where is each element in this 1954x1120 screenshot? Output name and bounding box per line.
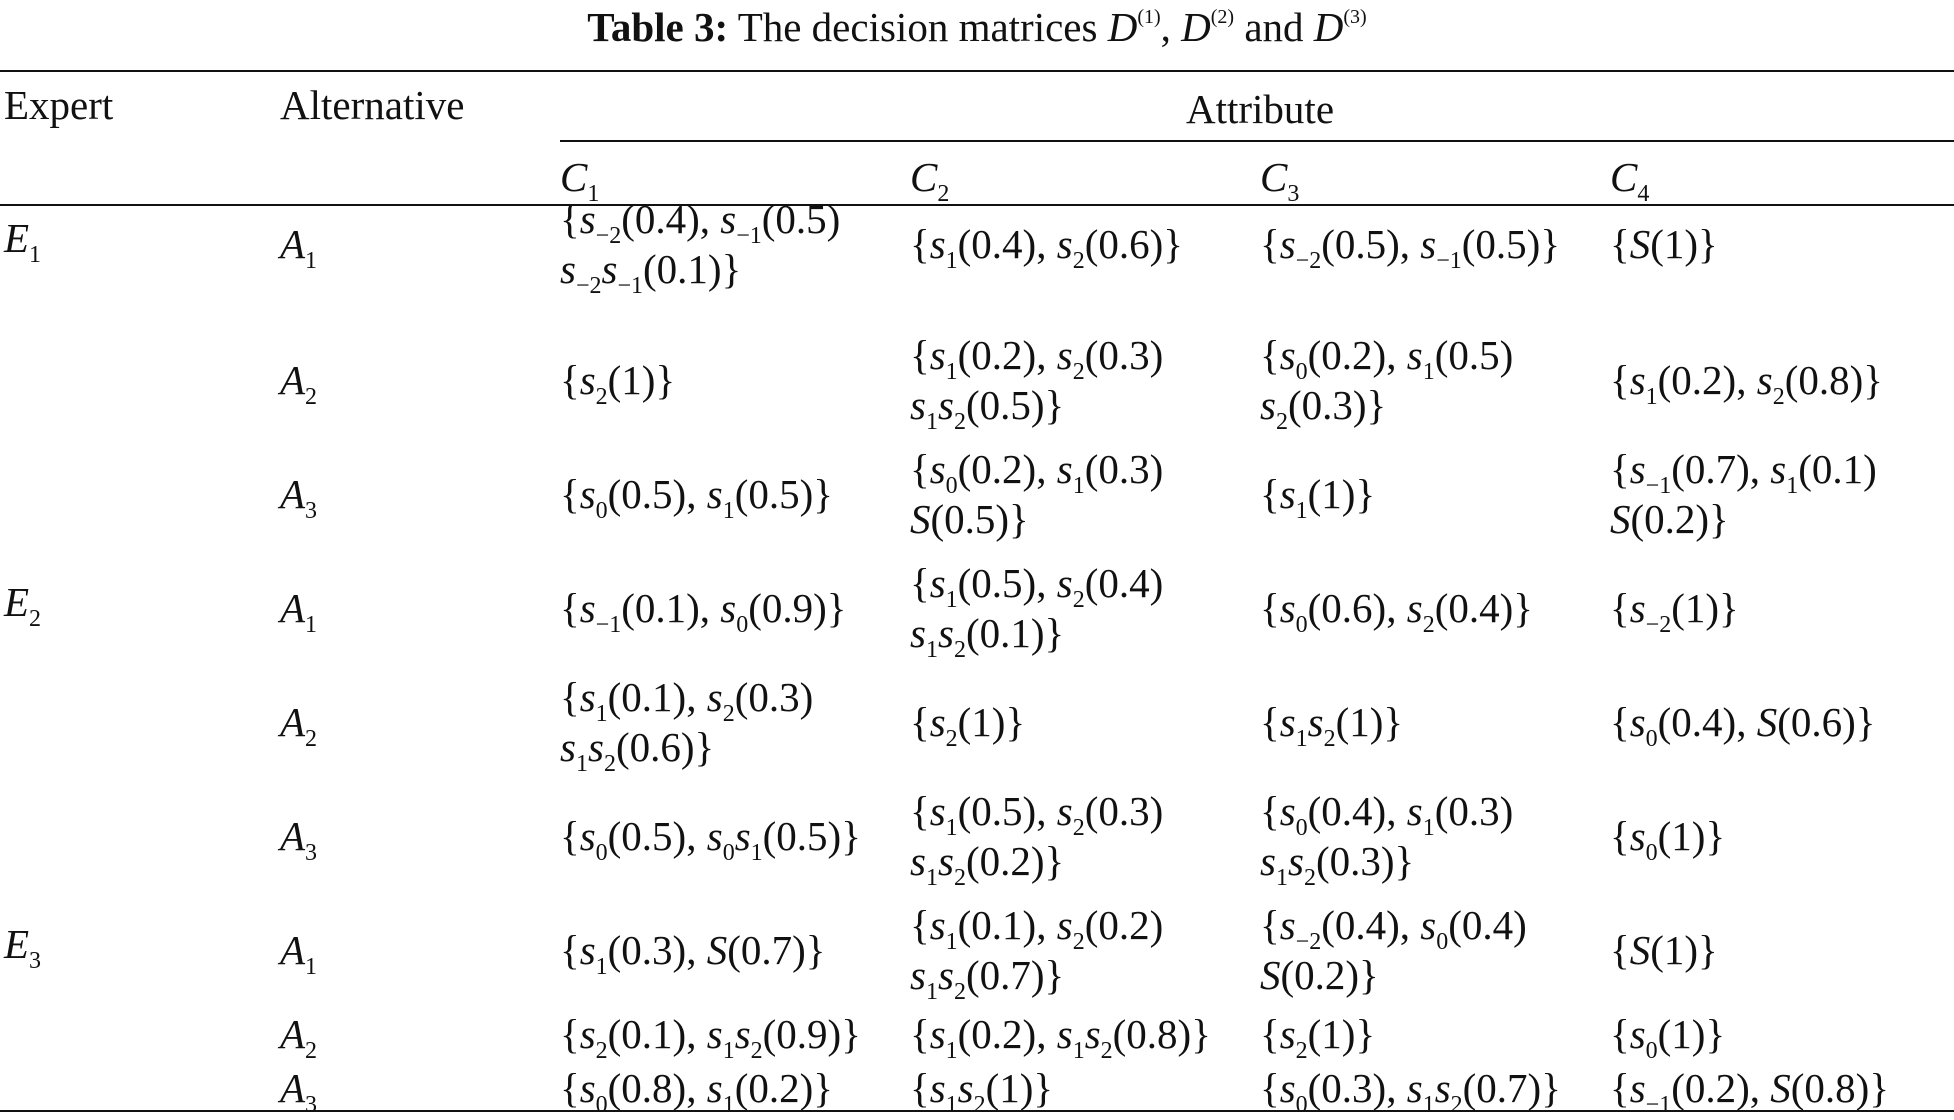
table-cell: $\{s_1(1)\}$	[1260, 471, 1376, 524]
table-cell: $\{s_0(1)\}$	[1610, 1011, 1726, 1064]
table-cell: $s_2(0.3)$}	[1260, 382, 1387, 435]
table-cell: $\{s_2(1)\}$	[560, 357, 676, 410]
table-cell: {$s_{-1}(0.2)$, S(0.8)}	[1610, 1065, 1890, 1118]
table-cell: {$s_0(0.6)$, $s_2(0.4)$}	[1260, 585, 1533, 638]
alternative-label: $A_2$	[280, 357, 318, 410]
alternative-label: $A_3$	[280, 1065, 318, 1118]
table-cell: {$s_{-2}(0.5)$, $s_{-1}(0.5)$}	[1260, 221, 1561, 274]
table-cell: $\{s_2(1)\}$	[910, 699, 1026, 752]
table-cell: $s_1s_2(0.6)$}	[560, 724, 715, 777]
table-cell: $s_{-2}s_{-1}(0.1)$}	[560, 246, 742, 299]
caption-matrix-3: D	[1313, 4, 1344, 50]
header-criterion: $C_3$	[1260, 154, 1300, 207]
top-rule	[0, 70, 1954, 72]
alternative-label: $A_1$	[280, 585, 318, 638]
caption-and: and	[1244, 4, 1304, 50]
header-attribute: Attribute	[1186, 86, 1335, 132]
table-cell: $\{s_1s_2(1)\}$	[1260, 699, 1404, 752]
expert-label: $E_2$	[4, 579, 42, 632]
table-cell: {$s_1(0.2)$, $s_2(0.3)$	[910, 332, 1164, 385]
header-rule	[0, 204, 1954, 206]
table-cell: $s_1s_2(0.3)$}	[1260, 838, 1415, 891]
caption-matrix-2: D	[1181, 4, 1211, 50]
table-cell: {$s_0(0.2)$, $s_1(0.5)$	[1260, 332, 1514, 385]
table-cell: {$s_{-2}(0.4)$, $s_0(0.4)$	[1260, 902, 1527, 955]
table-cell: $\{s_2(1)\}$	[1260, 1011, 1376, 1064]
table-cell: {$s_0(0.5)$, $s_0s_1(0.5)$}	[560, 813, 861, 866]
table-cell: {$s_1(0.5)$, $s_2(0.3)$	[910, 788, 1164, 841]
table-cell: {$s_1(0.2)$, $s_1s_2(0.8)$}	[910, 1011, 1211, 1064]
table-cell: S(0.2)}	[1610, 496, 1729, 542]
attribute-rule	[560, 140, 1954, 142]
alternative-label: $A_2$	[280, 699, 318, 752]
expert-label: $E_1$	[4, 215, 42, 268]
table-cell: $s_1s_2(0.7)$}	[910, 952, 1065, 1005]
table-cell: {$s_0(0.2)$, $s_1(0.3)$	[910, 446, 1164, 499]
caption-matrix-3-index: (3)	[1343, 6, 1367, 28]
table-cell: {$s_0(0.4)$, $s_1(0.3)$	[1260, 788, 1514, 841]
table-cell: $s_1s_2(0.1)$}	[910, 610, 1065, 663]
table-cell: {$s_1(0.4)$, $s_2(0.6)$}	[910, 221, 1183, 274]
table-cell: {$s_1(0.1)$, $s_2(0.2)$	[910, 902, 1164, 955]
header-criterion: $C_4$	[1610, 154, 1650, 207]
alternative-label: $A_3$	[280, 471, 318, 524]
table-cell: {$s_1(0.5)$, $s_2(0.4)$	[910, 560, 1164, 613]
header-criterion: $C_1$	[560, 154, 600, 207]
table-cell: $\{s_0(1)\}$	[1610, 813, 1726, 866]
alternative-label: $A_3$	[280, 813, 318, 866]
caption-matrix-2-index: (2)	[1210, 6, 1235, 28]
table-caption	[0, 2, 1954, 60]
table-cell: $\{s_1s_2(1)\}$	[910, 1065, 1054, 1118]
table-cell: $\{s_{-2}(1)\}$	[1610, 585, 1739, 638]
table-cell: {$s_{-2}(0.4)$, $s_{-1}(0.5)$	[560, 196, 841, 249]
table-cell: {$s_0(0.4)$, S(0.6)}	[1610, 699, 1876, 752]
header-expert: Expert	[4, 82, 114, 128]
alternative-label: $A_2$	[280, 1011, 318, 1064]
table-cell: {$s_0(0.8)$, $s_1(0.2)$}	[560, 1065, 833, 1118]
table-cell: {S(1)}	[1610, 927, 1718, 973]
table-cell: $s_1s_2(0.5)$}	[910, 382, 1065, 435]
header-alternative: Alternative	[280, 82, 465, 128]
expert-label: $E_3$	[4, 921, 42, 974]
caption-separator: ,	[1160, 4, 1171, 50]
table-cell: {$s_{-1}(0.1)$, $s_0(0.9)$}	[560, 585, 847, 638]
alternative-label: $A_1$	[280, 927, 318, 980]
header-criterion: $C_2$	[910, 154, 950, 207]
caption-matrix-1-index: (1)	[1137, 6, 1161, 28]
table-cell: $s_1s_2(0.2)$}	[910, 838, 1065, 891]
table-cell: {$s_0(0.5)$, $s_1(0.5)$}	[560, 471, 833, 524]
table-cell: {S(1)}	[1610, 221, 1718, 267]
table-cell: {$s_1(0.1)$, $s_2(0.3)$	[560, 674, 814, 727]
table-cell: {$s_0(0.3)$, $s_1s_2(0.7)$}	[1260, 1065, 1561, 1118]
alternative-label: $A_1$	[280, 221, 318, 274]
caption-matrix-1: D	[1107, 4, 1138, 50]
table-cell: {$s_1(0.2)$, $s_2(0.8)$}	[1610, 357, 1883, 410]
table-cell: {$s_2(0.1)$, $s_1s_2(0.9)$}	[560, 1011, 861, 1064]
table-cell: S(0.5)}	[910, 496, 1029, 542]
table-cell: {$s_{-1}(0.7)$, $s_1(0.1)$	[1610, 446, 1877, 499]
table-cell: {$s_1(0.3)$, S(0.7)}	[560, 927, 826, 980]
caption-label: Table 3:	[587, 4, 729, 50]
caption-text: The decision matrices	[737, 4, 1098, 50]
table-cell: S(0.2)}	[1260, 952, 1379, 998]
